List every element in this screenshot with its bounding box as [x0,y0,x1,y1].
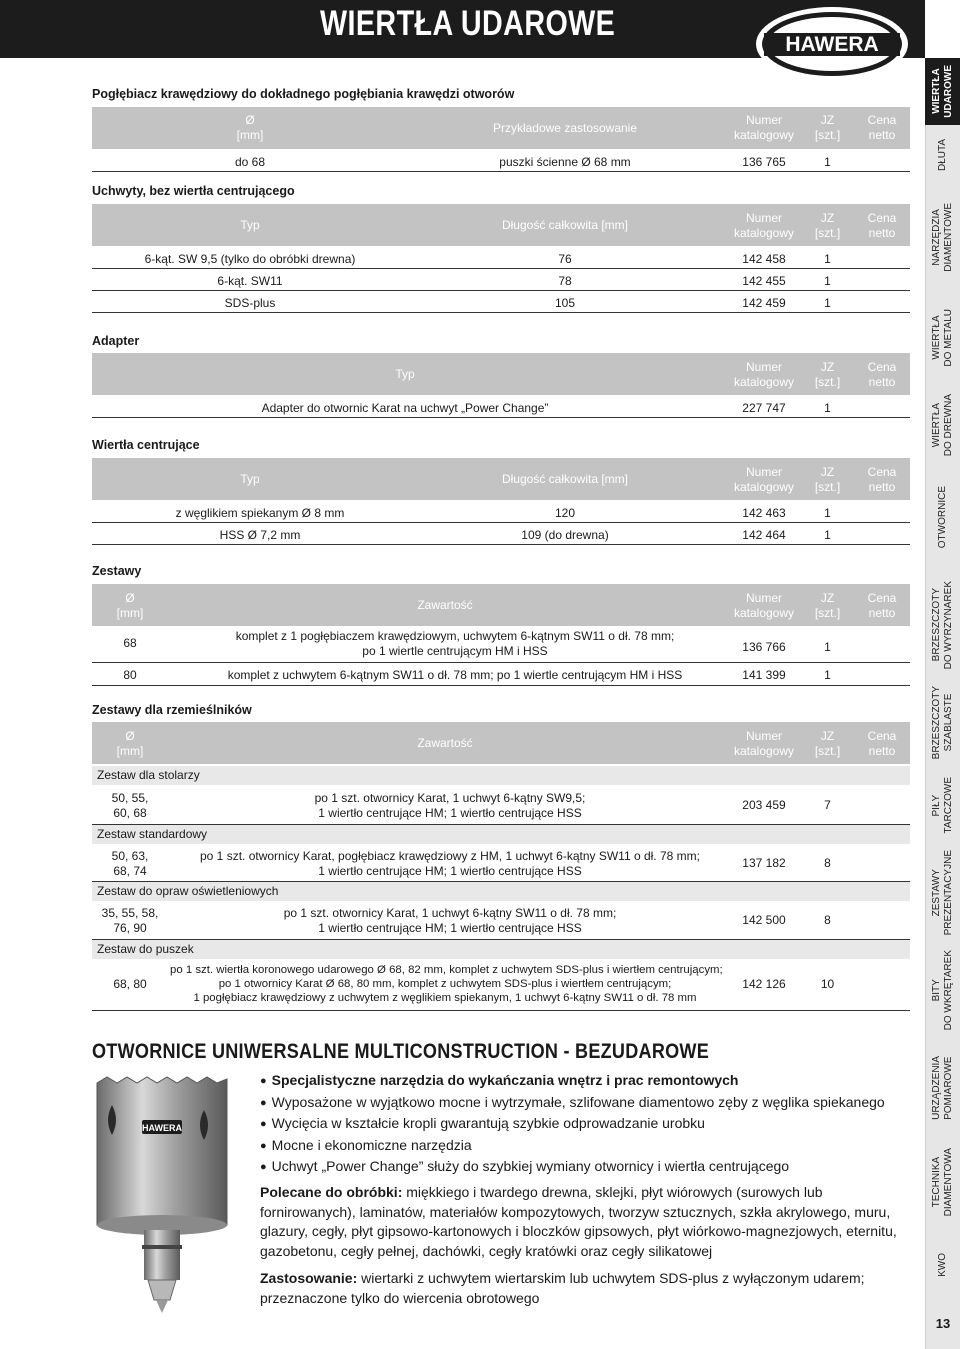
sidebar-tab-label: URZĄDZENIA POMIAROWE [930,1055,954,1120]
cell: 76 [558,252,572,266]
page-title: WIERTŁA UDAROWE [320,4,616,43]
sidebar-tab-label: TECHNIKA DIAMENTOWA [930,1148,954,1217]
sidebar-tab-label: WIERTŁA UDAROWE [930,65,954,118]
cell: 142 463 [742,506,786,520]
cell: HSS Ø 7,2 mm [219,528,301,542]
col-cena: Cena netto [867,211,897,240]
cell: 10 [820,977,835,991]
sidebar-tab-label: KWO [936,1253,948,1277]
cell: 50, 55, 60, 68 [111,791,149,820]
col-typ: Typ [240,472,260,486]
cell: SDS-plus [224,296,276,310]
cell: 109 (do drewna) [521,528,609,542]
sidebar-tab-label: BITY DO WKRĘTAREK [930,949,954,1031]
col-diam: Ø [mm] [236,113,264,142]
col-jz: JZ [szt.] [814,591,841,620]
sidebar-tab-label: PIŁY TARCZOWE [930,776,954,834]
cell: 136 766 [742,640,786,654]
col-cena: Cena netto [867,591,897,620]
sidebar-tab[interactable] [925,1230,960,1300]
col-cena: Cena netto [867,360,897,389]
cell: do 68 [234,155,266,169]
sidebar-tab[interactable] [925,765,960,845]
section-heading: OTWORNICE UNIWERSALNE MULTICONSTRUCTION - BEZUDAROWE [92,1040,710,1063]
cell: 1 [824,528,831,542]
sidebar-tab[interactable] [925,940,960,1040]
sidebar-tab-label: BRZESZCZOTY DO WYRZYNAREK [930,580,954,670]
col-content: Zawartość [417,736,473,750]
cell: 1 [824,155,831,169]
list-item: ● Specjalistyczne narzędzia do wykańczania wnętrz i prac remontowych [260,1071,885,1093]
group-label: Zestaw do puszek [92,940,910,959]
col-len: Długość całkowita [mm] [501,472,629,486]
sidebar-tab[interactable] [925,290,960,385]
sidebar-tab[interactable] [925,1040,960,1135]
cell: 136 765 [742,155,786,169]
cell: komplet z 1 pogłębiaczem krawędziowym, uchwytem 6-kątnym SW11 o dł. 78 mm; po 1 wiertle centrującym HM i HSS [235,629,675,658]
recommended-paragraph: Polecane do obróbki: miękkiego i twardego drewna, sklejki, płyt wiórowych (surowych lub fornirowanych), laminatów, materiałów kompozytowych, tworzyw sztucznych, szkła akrylowego, muru, glazury, cegły, płyt gipsowo-kartonowych i bloczków gipsowych, płyt wiórkowo-magnezjowych, eternitu, gazobetonu, cegły pełnej, dachówki, cegły kratówki oraz cegły silikatowej [260,1184,897,1259]
cell: 1 [824,274,831,288]
sidebar-tab-label: BRZESZCZOTY SZABLASTE [930,685,954,760]
sidebar-tab-label: OTWORNICE [936,486,948,549]
sidebar-tab[interactable] [925,185,960,290]
group-label: Zestaw dla stolarzy [92,766,910,785]
list-item: ● Wycięcia w kształcie kropli gwarantują szybkie odprowadzanie urobku [260,1114,885,1136]
cell: po 1 szt. wiertła koronowego udarowego Ø 68, 82 mm, komplet z uchwytem SDS-plus i wiertłem centrującym; po 1 otwornicy Karat Ø 68, 80 mm, komplet z uchwytem SDS-plus i wiertłem centrującym; 1 pogłębiacz krawędziowy z uchwytem z węglikiem spiekanym, 1 uchwyt 6-kątny SW11 o dł. 78 mm [170,964,723,1004]
hawera-logo [752,2,912,82]
cell: 142 126 [742,977,786,991]
col-app: Przykładowe zastosowanie [492,121,638,135]
col-jz: JZ [szt.] [814,113,841,142]
col-numer: Numer katalogowy [733,113,795,142]
section-title: Zestawy dla rzemieślników [92,703,252,717]
sidebar-tab[interactable] [925,125,960,185]
section-title: Zestawy [92,564,142,578]
list-item: ● Wyposażone w wyjątkowo mocne i wytrzymałe, szlifowane diamentowo zęby z węglika spiekanego [260,1093,885,1115]
list-item: ● Uchwyt „Power Change” służy do szybkiej wymiany otwornicy i wiertła centrującego [260,1157,885,1179]
sidebar-tab-label: WIERTŁA DO DREWNA [930,393,954,457]
col-jz: JZ [szt.] [814,729,841,758]
col-numer: Numer katalogowy [733,591,795,620]
svg-text:HAWERA: HAWERA [785,33,879,56]
cell: 1 [824,506,831,520]
cell: 142 500 [742,913,786,927]
cell: 35, 55, 58, 76, 90 [101,906,159,935]
cell: po 1 szt. otwornicy Karat, 1 uchwyt 6-kątny SW11 o dł. 78 mm; 1 wiertło centrujące HM; 1 wiertło centrujące HSS [283,906,617,935]
group-label: Zestaw standardowy [92,825,910,844]
sidebar-tab-label: NARZĘDZIA DIAMENTOWE [930,203,954,272]
page-number: 13 [935,1316,951,1331]
cell: 137 182 [742,856,786,870]
cell: 7 [824,798,831,812]
col-numer: Numer katalogowy [733,360,795,389]
sidebar-tab[interactable] [925,680,960,765]
cell: 141 399 [742,668,786,682]
sidebar-tab-label: DŁUTA [936,138,948,172]
cell: 8 [824,913,831,927]
cell: 227 747 [742,401,786,415]
cell: 142 464 [742,528,786,542]
sidebar-tab[interactable] [925,845,960,940]
col-typ: Typ [240,218,260,232]
cell: 50, 63, 68, 74 [111,849,149,878]
cell: po 1 szt. otwornicy Karat, 1 uchwyt 6-kątny SW9,5; 1 wiertło centrujące HM; 1 wiertło centrujące HSS [314,791,586,820]
sidebar-tab[interactable] [925,570,960,680]
col-diam: Ø [mm] [116,591,144,620]
col-cena: Cena netto [867,729,897,758]
col-content: Zawartość [417,598,473,612]
cell: komplet z uchwytem 6-kątnym SW11 o dł. 78 mm; po 1 wiertle centrującym HM i HSS [227,668,683,682]
col-numer: Numer katalogowy [733,465,795,494]
col-typ: Typ [395,367,415,381]
feature-list [260,1071,885,1179]
cell: 142 455 [742,274,786,288]
sidebar-tab[interactable] [925,465,960,570]
col-cena: Cena netto [867,465,897,494]
hole-saw-photo [92,1075,232,1315]
sidebar-tab[interactable] [925,1135,960,1230]
sidebar-tab[interactable] [925,385,960,465]
cell: z węglikiem spiekanym Ø 8 mm [175,506,345,520]
cell: 68 [123,636,137,650]
cell: 68, 80 [113,977,147,991]
col-numer: Numer katalogowy [733,211,795,240]
usage-paragraph: Zastosowanie: wiertarki z uchwytem wiertarskim lub uchwytem SDS-plus z wyłączonym udarem; przeznaczone tylko do wiercenia obrotowego [260,1270,865,1306]
cell: puszki ścienne Ø 68 mm [499,155,631,169]
col-cena: Cena netto [867,113,897,142]
section-title: Wiertła centrujące [92,438,200,452]
group-label: Zestaw do opraw oświetleniowych [92,882,910,901]
sidebar-tab[interactable] [925,58,960,125]
col-len: Długość całkowita [mm] [501,218,629,232]
col-jz: JZ [szt.] [814,360,841,389]
cell: 142 459 [742,296,786,310]
cell: 1 [824,296,831,310]
sidebar-tab-label: ZESTAWY PREZENTACYJNE [930,849,954,936]
sidebar-tab-label: WIERTŁA DO METALU [930,308,954,367]
cell: Adapter do otwornic Karat na uchwyt „Power Change” [261,401,549,415]
cell: 1 [824,640,831,654]
svg-text:HAWERA: HAWERA [142,1123,182,1133]
section-title: Pogłębiacz krawędziowy do dokładnego pogłębiania krawędzi otworów [92,87,515,101]
list-item: ● Mocne i ekonomiczne narzędzia [260,1136,885,1158]
cell: 6-kąt. SW11 [217,274,283,288]
section-title: Uchwyty, bez wiertła centrującego [92,184,295,198]
cell: po 1 szt. otwornicy Karat, pogłębiacz krawędziowy z HM, 1 uchwyt 6-kątny SW11 o dł. 78 mm; 1 wiertło centrujące HM; 1 wiertło centrujące HSS [200,849,700,878]
cell: 80 [123,668,137,682]
cell: 142 458 [742,252,786,266]
cell: 78 [558,274,572,288]
col-diam: Ø [mm] [116,729,144,758]
col-numer: Numer katalogowy [733,729,795,758]
cell: 105 [554,296,576,310]
col-jz: JZ [szt.] [814,465,841,494]
cell: 1 [824,252,831,266]
cell: 120 [554,506,576,520]
cell: 1 [824,668,831,682]
section-title: Adapter [92,334,140,348]
cell: 8 [824,856,831,870]
cell: 6-kąt. SW 9,5 (tylko do obróbki drewna) [144,252,356,266]
cell: 1 [824,401,831,415]
col-jz: JZ [szt.] [814,211,841,240]
cell: 203 459 [742,798,786,812]
